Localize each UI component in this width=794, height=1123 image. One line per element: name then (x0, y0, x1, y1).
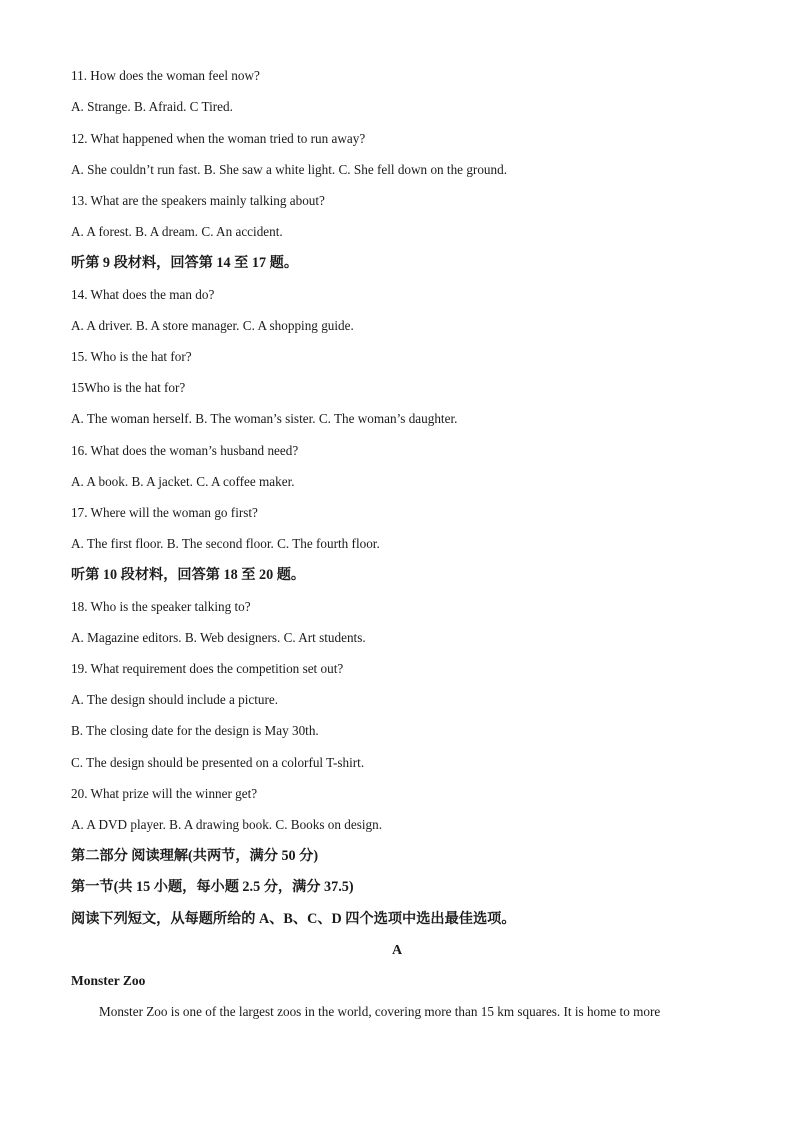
line-q14-options: A. A driver. B. A store manager. C. A shopping guide. (71, 318, 354, 333)
line-q12-options: A. She couldn’t run fast. B. She saw a white light. C. She fell down on the ground. (71, 162, 507, 177)
line-q13-options: A. A forest. B. A dream. C. An accident. (71, 224, 283, 239)
section-one-heading: 第一节(共 15 小题，每小题 2.5 分，满分 37.5) (71, 879, 354, 895)
line-q17: 17. Where will the woman go first? (71, 505, 258, 520)
line-q20-options: A. A DVD player. B. A drawing book. C. Books on design. (71, 817, 383, 832)
reading-instruction: 阅读下列短文，从每题所给的 A、B、C、D 四个选项中选出最佳选项。 (71, 911, 516, 927)
line-q18: 18. Who is the speaker talking to? (71, 599, 251, 614)
line-q11-options: A. Strange. B. Afraid. C Tired. (71, 99, 233, 114)
line-q17-options: A. The first floor. B. The second floor. C. The fourth floor. (71, 536, 380, 551)
line-q12: 12. What happened when the woman tried to run away? (71, 131, 366, 146)
line-q16: 16. What does the woman’s husband need? (71, 443, 299, 458)
line-q20: 20. What prize will the winner get? (71, 786, 258, 801)
line-q19-option-c: C. The design should be presented on a colorful T-shirt. (71, 755, 365, 770)
part-two-heading: 第二部分 阅读理解(共两节，满分 50 分) (71, 848, 319, 864)
line-q18-options: A. Magazine editors. B. Web designers. C. Art students. (71, 630, 366, 645)
line-q13: 13. What are the speakers mainly talking about? (71, 193, 325, 208)
passage-paragraph-1: Monster Zoo is one of the largest zoos in the world, covering more than 15 km squares. It is home to more (99, 1004, 661, 1019)
line-q19-option-b: B. The closing date for the design is May 30th. (71, 723, 319, 738)
line-q14: 14. What does the man do? (71, 287, 215, 302)
line-q19-option-a: A. The design should include a picture. (71, 692, 279, 707)
section-heading-passage-10: 听第 10 段材料，回答第 18 至 20 题。 (71, 567, 306, 583)
passage-letter-a: A (391, 943, 403, 958)
line-q15-duplicate: 15Who is the hat for? (71, 380, 186, 395)
line-q16-options: A. A book. B. A jacket. C. A coffee maker. (71, 474, 295, 489)
line-q19: 19. What requirement does the competition set out? (71, 661, 344, 676)
line-q11: 11. How does the woman feel now? (71, 68, 260, 83)
line-q15-options: A. The woman herself. B. The woman’s sister. C. The woman’s daughter. (71, 411, 458, 426)
passage-title: Monster Zoo (71, 973, 146, 988)
section-heading-passage-9: 听第 9 段材料，回答第 14 至 17 题。 (71, 255, 299, 271)
line-q15: 15. Who is the hat for? (71, 349, 192, 364)
